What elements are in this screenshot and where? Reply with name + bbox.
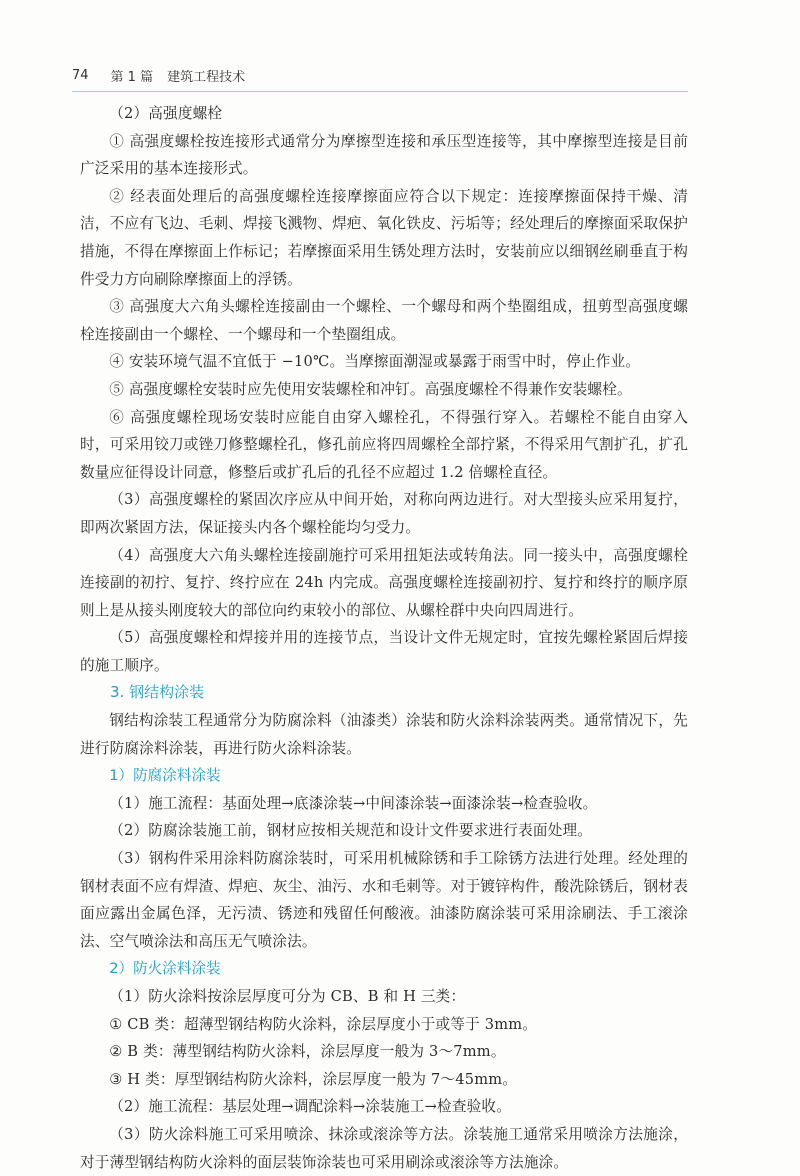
part-label: 第 1 篇 (110, 69, 154, 85)
paragraph: ④ 安装环境气温不宜低于 −10℃。当摩擦面潮湿或暴露于雨雪中时，停止作业。 (109, 353, 641, 371)
section-heading: 3. 钢结构涂装 (110, 683, 205, 702)
paragraph: ① CB 类：超薄型钢结构防火涂料，涂层厚度小于或等于 3mm。 (109, 1015, 538, 1033)
paragraph: ⑥ 高强度螺栓现场安装时应能自由穿入螺栓孔，不得强行穿入。若螺栓不能自由穿入时，可采用铰刀或锉刀修整螺栓孔，修孔前应将四周螺栓全部拧紧，不得采用气割扩孔，扩孔数量应征得设计同意，修整后或扩孔后的孔径不应超过 1.2 倍螺栓直径。 (80, 408, 688, 481)
paragraph: （3）防火涂料施工可采用喷涂、抹涂或滚涂等方法。涂装施工通常采用喷涂方法施涂，对于薄型钢结构防火涂料的面层装饰涂装也可采用刷涂或滚涂等方法施涂。 (80, 1125, 688, 1171)
paragraph: （2）防腐涂装施工前，钢材应按相关规范和设计文件要求进行表面处理。 (109, 822, 593, 840)
paragraph: （4）高强度大六角头螺栓连接副施拧可采用扭矩法或转角法。同一接头中，高强度螺栓连接副的初拧、复拧、终拧应在 24h 内完成。高强度螺栓连接副初拧、复拧和终拧的顺序原则上是从接头刚度较大的部位向约束较小的部位、从螺栓群中央向四周进行。 (80, 546, 688, 619)
subsection-heading: 1）防腐涂料涂装 (109, 767, 221, 785)
paragraph: （2）高强度螺栓 (109, 105, 223, 122)
paragraph: （2）施工流程：基层处理→调配涂料→涂装施工→检查验收。 (109, 1098, 512, 1116)
page-number: 74 (72, 67, 89, 83)
paragraph: ② 经表面处理后的高强度螺栓连接摩擦面应符合以下规定：连接摩擦面保持干燥、清洁，不应有飞边、毛刺、焊接飞溅物、焊疤、氧化铁皮、污垢等；经处理后的摩擦面采取保护措施，不得在摩擦面上作标记；若摩擦面采用生锈处理方法时，安装前应以细钢丝刷垂直于构件受力方向刷除摩擦面上的浮锈。 (80, 187, 688, 288)
paragraph: ③ H 类：厚型钢结构防火涂料，涂层厚度一般为 7～45mm。 (109, 1070, 518, 1088)
paragraph: ② B 类：薄型钢结构防火涂料，涂层厚度一般为 3～7mm。 (109, 1043, 506, 1061)
subsection-heading: 2）防火涂料涂装 (109, 960, 221, 978)
paragraph: ① 高强度螺栓按连接形式通常分为摩擦型连接和承压型连接等，其中摩擦型连接是目前广泛采用的基本连接形式。 (80, 132, 688, 178)
paragraph: ⑤ 高强度螺栓安装时应先使用安装螺栓和冲钉。高强度螺栓不得兼作安装螺栓。 (109, 380, 632, 398)
paragraph: （1）防火涂料按涂层厚度可分为 CB、B 和 H 三类： (109, 988, 466, 1005)
paragraph: ③ 高强度大六角头螺栓连接副由一个螺栓、一个螺母和两个垫圈组成，扭剪型高强度螺栓连接副由一个螺栓、一个螺母和一个垫圈组成。 (80, 298, 688, 343)
paragraph: （3）高强度螺栓的紧固次序应从中间开始，对称向两边进行。对大型接头应采用复拧，即两次紧固方法，保证接头内各个螺栓能均匀受力。 (80, 491, 688, 536)
header-divider (72, 91, 688, 92)
page-body (80, 100, 688, 1176)
paragraph: （3）钢构件采用涂料防腐涂装时，可采用机械除锈和手工除锈方法进行处理。经处理的钢材表面不应有焊渣、焊疤、灰尘、油污、水和毛刺等。对于镀锌构件，酸洗除锈后，钢材表面应露出金属色泽，无污渍、锈迹和残留任何酸液。油漆防腐涂装可采用涂刷法、手工滚涂法、空气喷涂法和高压无气喷涂法。 (80, 850, 688, 950)
paragraph: （1）施工流程：基面处理→底漆涂装→中间漆涂装→面漆涂装→检查验收。 (109, 794, 598, 812)
paragraph: （5）高强度螺栓和焊接并用的连接节点，当设计文件无规定时，宜按先螺栓紧固后焊接的施工顺序。 (80, 629, 688, 674)
book-title: 建筑工程技术 (167, 69, 246, 85)
running-header (72, 62, 688, 88)
paragraph: 钢结构涂装工程通常分为防腐涂料（油漆类）涂装和防火涂料涂装两类。通常情况下，先进行防腐涂料涂装，再进行防火涂料涂装。 (80, 712, 688, 757)
